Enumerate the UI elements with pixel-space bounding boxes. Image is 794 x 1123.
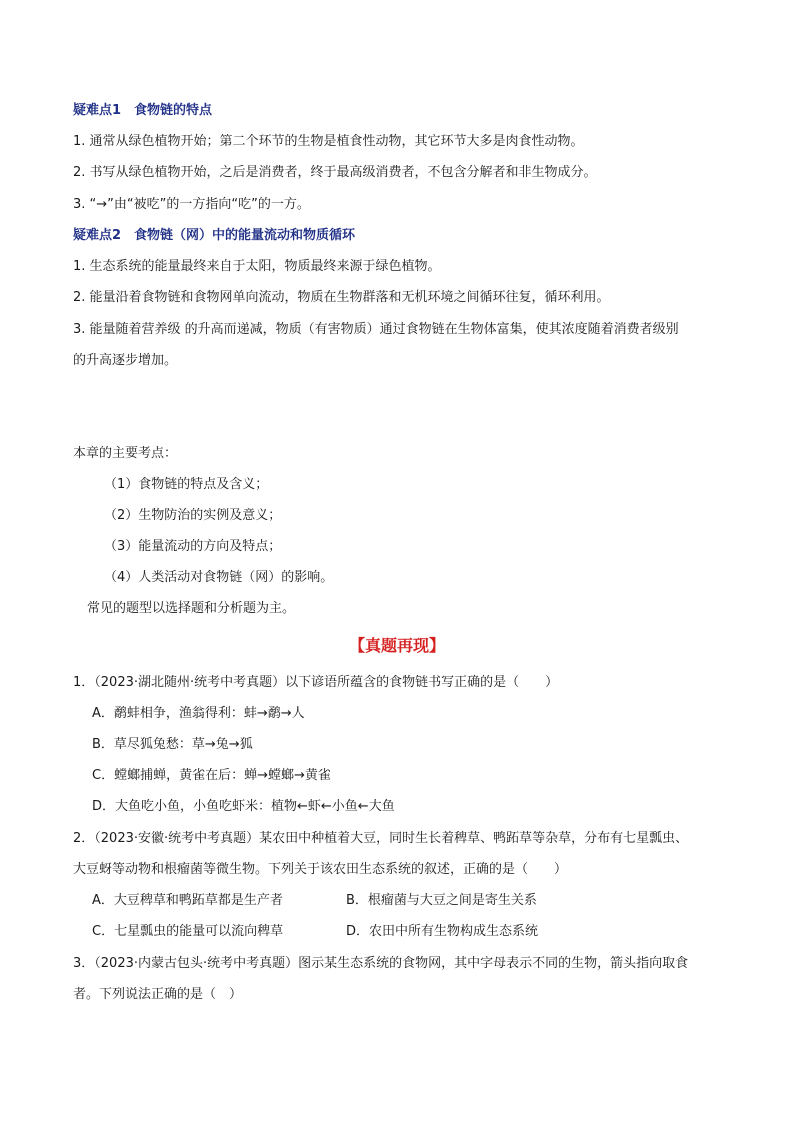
kaodian-item-2: （2）生物防治的实例及意义； bbox=[104, 508, 282, 523]
q2-option-c: C．七星瓢虫的能量可以流向稗草 bbox=[92, 924, 284, 939]
q1-option-b: B．草尽狐兔愁：草→兔→狐 bbox=[92, 737, 253, 752]
q3-stem-line-2: 者。下列说法正确的是（ ） bbox=[73, 987, 243, 1002]
q1-stem: 1．（2023·湖北随州·统考中考真题）以下谚语所蕴含的食物链书写正确的是（ ） bbox=[73, 675, 559, 690]
zhenti-title: 【真题再现】 bbox=[348, 636, 445, 655]
section2-heading: 疑难点2 食物链（网）中的能量流动和物质循环 bbox=[73, 228, 356, 243]
kaodian-item-3: （3）能量流动的方向及特点； bbox=[104, 539, 282, 554]
section2-line-4: 的升高逐步增加。 bbox=[73, 353, 178, 368]
kaodian-intro: 本章的主要考点： bbox=[73, 446, 178, 461]
section1-heading: 疑难点1 食物链的特点 bbox=[73, 103, 213, 118]
section1-line-1: 1. 通常从绿色植物开始；第二个环节的生物是植食性动物，其它环节大多是肉食性动物。 bbox=[73, 134, 584, 149]
q2-option-d: D．农田中所有生物构成生态系统 bbox=[346, 924, 539, 939]
q2-stem-line-1: 2．（2023·安徽·统考中考真题）某农田中种植着大豆，同时生长着稗草、鸭跖草等杂草，分布有七星瓢虫、 bbox=[73, 831, 689, 846]
q3-stem-line-1: 3．（2023·内蒙古包头·统考中考真题）图示某生态系统的食物网，其中字母表示不同的生物，箭头指向取食 bbox=[73, 956, 689, 971]
section2-line-2: 2. 能量沿着食物链和食物网单向流动，物质在生物群落和无机环境之间循环往复，循环利用。 bbox=[73, 290, 610, 305]
q2-option-b: B．根瘤菌与大豆之间是寄生关系 bbox=[346, 893, 537, 908]
q1-option-c: C．螳螂捕蝉，黄雀在后：蝉→螳螂→黄雀 bbox=[92, 768, 331, 783]
kaodian-item-4: （4）人类活动对食物链（网）的影响。 bbox=[104, 570, 334, 585]
kaodian-item-1: （1）食物链的特点及含义； bbox=[104, 477, 269, 492]
q1-option-d: D．大鱼吃小鱼，小鱼吃虾米：植物←虾←小鱼←大鱼 bbox=[92, 799, 395, 814]
q2-option-a: A．大豆稗草和鸭跖草都是生产者 bbox=[92, 893, 283, 908]
q2-stem-line-2: 大豆蚜等动物和根瘤菌等微生物。下列关于该农田生态系统的叙述，正确的是（ ） bbox=[73, 862, 568, 877]
kaodian-summary: 常见的题型以选择题和分析题为主。 bbox=[87, 601, 296, 616]
section2-line-1: 1. 生态系统的能量最终来自于太阳，物质最终来源于绿色植物。 bbox=[73, 259, 441, 274]
section1-line-2: 2. 书写从绿色植物开始，之后是消费者，终于最高级消费者，不包含分解者和非生物成分。 bbox=[73, 165, 597, 180]
section2-line-3: 3. 能量随着营养级 的升高而递减，物质（有害物质）通过食物链在生物体富集，使其浓度随着消费者级别 bbox=[73, 322, 679, 337]
section1-line-3: 3. “→”由“被吃”的一方指向“吃”的一方。 bbox=[73, 197, 310, 212]
q1-option-a: A．鹬蚌相争，渔翁得利：蚌→鹬→人 bbox=[92, 706, 305, 721]
